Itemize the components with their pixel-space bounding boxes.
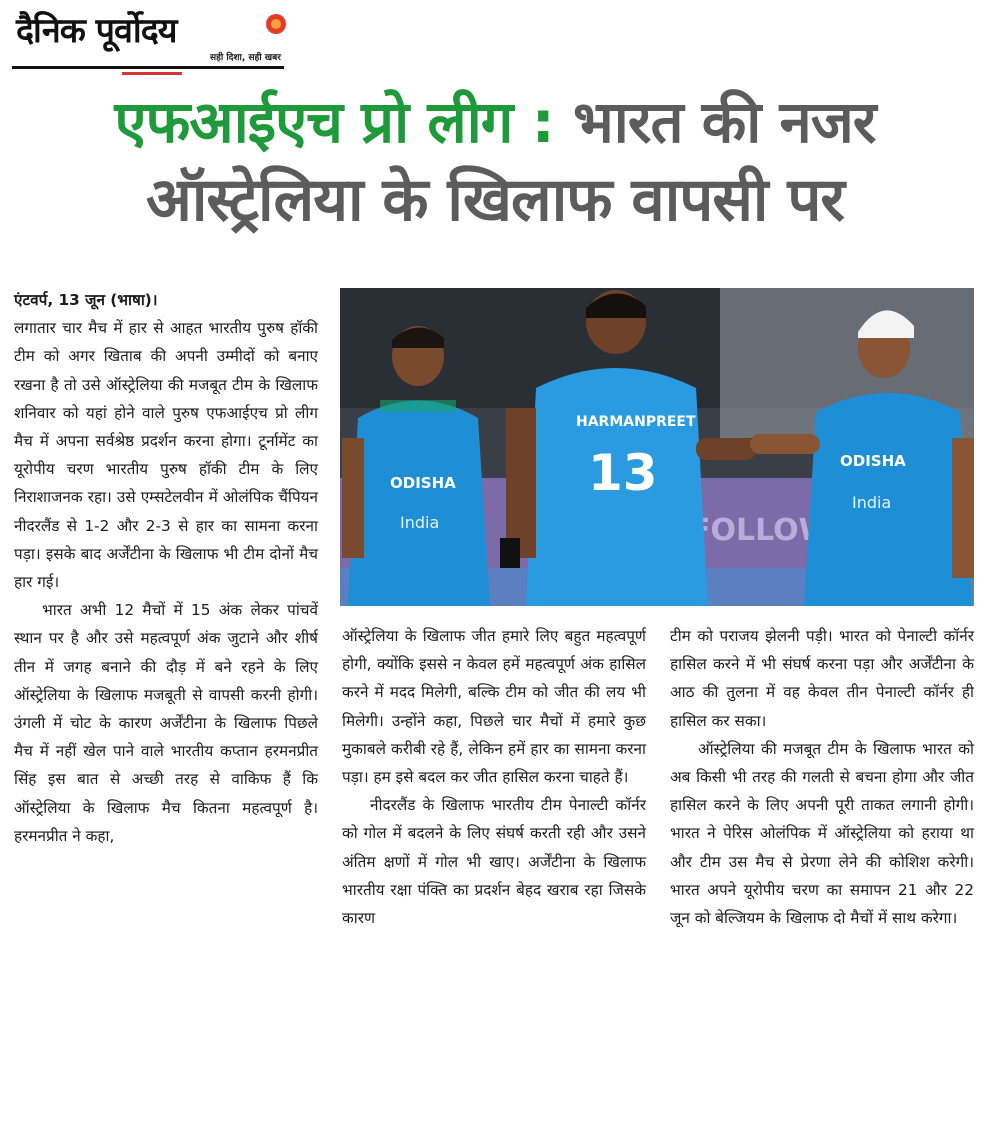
newspaper-title: दैनिक पूर्वोदय: [16, 11, 177, 51]
headline-line-2: ऑस्ट्रेलिया के खिलाफ वापसी पर: [146, 165, 844, 235]
dateline: एंटवर्प, 13 जून (भाषा)।: [14, 291, 158, 309]
article-column-3: [670, 622, 974, 932]
article-paragraph: टीम को पराजय झेलनी पड़ी। भारत को पेनाल्टी कॉर्नर हासिल करने में भी संघर्ष करना पड़ा और अर्जेंटीना के आठ की तुलना में वह केवल तीन पेनाल्टी कॉर्नर ही हासिल कर सका।: [670, 627, 974, 730]
article-paragraph: लगातार चार मैच में हार से आहत भारतीय पुरुष हॉकी टीम को अगर खिताब की अपनी उम्मीदों को बनाए रखना है तो उसे ऑस्ट्रेलिया की मजबूत टीम के खिलाफ शनिवार को यहां होने वाले पुरुष एफआईएच प्रो लीग मैच में अपना सर्वश्रेष्ठ प्रदर्शन करना होगा। टूर्नामेंट का यूरोपीय चरण भारतीय पुरुष हॉकी टीम के लिए निराशाजनक रहा। उसे एम्सटेलवीन में ओलंपिक चैंपियन नीदरलैंड से 1-2 और 2-3 से हार का सामना करना पड़ा। इसके बाद अर्जेंटीना के खिलाफ भी टीम दोनों मैच हार गई।: [14, 319, 318, 592]
article-column-2: [342, 622, 646, 932]
masthead-accent-rule: [122, 72, 182, 75]
jersey-number: 13: [588, 444, 658, 502]
hockey-players-photo: [340, 288, 974, 606]
jersey-name: HARMANPREET: [576, 414, 696, 430]
newspaper-tagline: सही दिशा, सही खबर: [210, 53, 281, 63]
masthead-rule: [12, 66, 284, 69]
photo-illustration: [340, 288, 974, 606]
article-paragraph: नीदरलैंड के खिलाफ भारतीय टीम पेनाल्टी कॉर्नर को गोल में बदलने के लिए संघर्ष करती रही और उसने अंतिम क्षणों में गोल भी खाए। अर्जेंटीना के खिलाफ भारतीय रक्षा पंक्ति का प्रदर्शन बेहद खराब रहा जिसके कारण: [342, 796, 646, 928]
logo-sun-icon: [266, 14, 286, 34]
article-column-1: [14, 286, 318, 850]
headline-green-part: एफआईएच प्रो लीग :: [114, 88, 554, 156]
jersey-text-right: ODISHA: [840, 452, 906, 470]
headline: [20, 84, 970, 240]
article-paragraph: भारत अभी 12 मैचों में 15 अंक लेकर पांचवें स्थान पर है और उसे महत्वपूर्ण अंक जुटाने और शीर्ष तीन में जगह बनाने की दौड़ में बने रहने के लिए ऑस्ट्रेलिया के खिलाफ मजबूती से वापसी करनी होगी। उंगली में चोट के कारण अर्जेंटीना के खिलाफ पिछले मैच में नहीं खेल पाने वाले भारतीय कप्तान हरमनप्रीत सिंह इस बात से अच्छी तरह से वाकिफ हैं कि ऑस्ट्रेलिया के खिलाफ मैच कितना महत्वपूर्ण है। हरमनप्रीत ने कहा,: [14, 601, 318, 845]
banner-text: FOLLOW: [690, 513, 832, 548]
jersey-brand-right: India: [852, 493, 892, 512]
headline-line-1: [20, 84, 970, 160]
article-paragraph: ऑस्ट्रेलिया की मजबूत टीम के खिलाफ भारत को अब किसी भी तरह की गलती से बचना होगा और जीत हासिल करने के लिए अपनी पूरी ताकत लगानी होगी। भारत ने पेरिस ओलंपिक में ऑस्ट्रेलिया को हराया था और टीम उस मैच से प्रेरणा लेने की कोशिश करेगी। भारत अपने यूरोपीय चरण का समापन 21 और 22 जून को बेल्जियम के खिलाफ दो मैचों में साथ करेगा।: [670, 739, 974, 928]
jersey-brand-left: India: [400, 513, 440, 532]
jersey-text-left: ODISHA: [390, 474, 456, 492]
article-paragraph: ऑस्ट्रेलिया के खिलाफ जीत हमारे लिए बहुत महत्वपूर्ण होगी, क्योंकि इससे न केवल हमें महत्वपूर्ण अंक हासिल करने में मदद मिलेगी, बल्कि टीम को जीत की लय भी मिलेगी। उन्होंने कहा, पिछले चार मैचों में हमारे कुछ मुकाबले करीबी रहे हैं, लेकिन हमें हार का सामना करना पड़ा। हम इसे बदल कर जीत हासिल करना चाहते हैं।: [342, 627, 646, 787]
headline-gray-part: भारत की नजर: [572, 88, 876, 156]
masthead: [12, 6, 284, 72]
